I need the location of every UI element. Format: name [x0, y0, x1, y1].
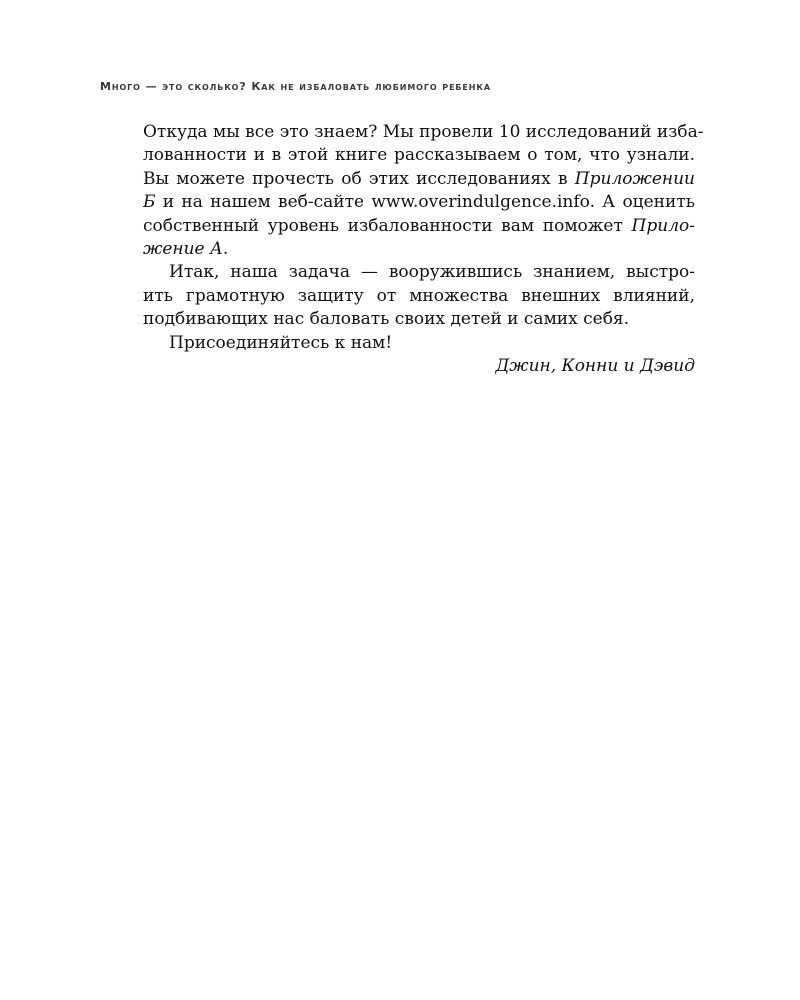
text-run: и на нашем веб-сайте www.overindulgence.info. А оценить	[155, 192, 695, 213]
italic-reference: Приложении	[574, 168, 695, 189]
paragraph-2-line: подбивающих нас баловать своих детей и самих себя.	[143, 309, 630, 330]
italic-reference: Б	[143, 192, 156, 213]
italic-reference: жение А	[143, 238, 223, 259]
paragraph-1-line	[143, 168, 695, 191]
paragraph-1-line	[143, 191, 695, 214]
paragraph-2-line: ить грамотную защиту от множества внешних влияний,	[143, 285, 695, 306]
italic-reference: Прило-	[631, 215, 695, 236]
paragraph-3-line: Присоединяйтесь к нам!	[169, 332, 393, 353]
paragraph-1-line: лованности и в этой книге рассказываем о том, что узнали.	[143, 145, 695, 166]
text-run: собственный уровень избалованности вам поможет	[143, 215, 632, 236]
text-run: .	[222, 238, 229, 259]
paragraph-1-line: Откуда мы все это знаем? Мы провели 10 исследований изба-	[143, 122, 704, 142]
running-head-title: Много — это сколько? Как не избаловать любимого ребенка	[100, 80, 491, 93]
paragraph-2-line: Итак, наша задача — вооружившись знанием, выстро-	[169, 262, 695, 283]
body-text	[143, 121, 704, 378]
text-run: Вы можете прочесть об этих исследованиях в	[143, 168, 575, 189]
paragraph-1-line	[143, 215, 695, 238]
signature: Джин, Конни и Дэвид	[495, 355, 695, 376]
paragraph-1-line	[143, 238, 695, 261]
